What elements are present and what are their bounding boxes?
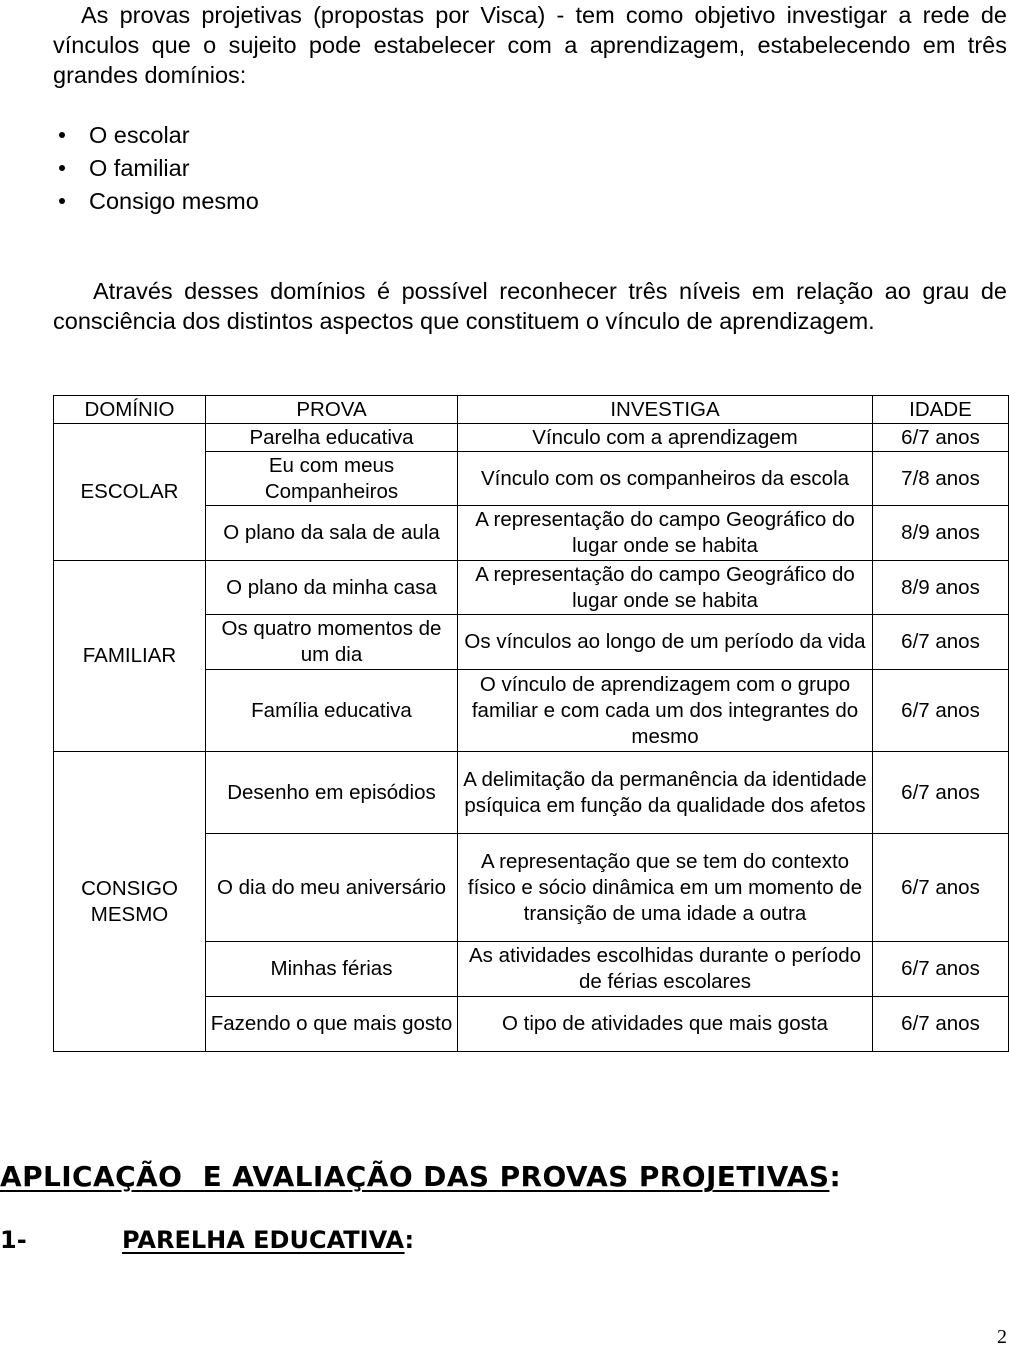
idade-cell: 8/9 anos bbox=[873, 561, 1009, 615]
investiga-cell: O vínculo de aprendizagem com o grupo familiar e com cada um dos integrantes do mesmo bbox=[458, 670, 873, 752]
investiga-cell: Vínculo com a aprendizagem bbox=[458, 424, 873, 452]
section-heading-text: APLICAÇÃO E AVALIAÇÃO DAS PROVAS PROJETIVAS bbox=[0, 1160, 830, 1193]
domain-cell-familiar: FAMILIAR bbox=[54, 561, 206, 752]
subsection-heading-text: PARELHA EDUCATIVA bbox=[122, 1226, 405, 1254]
section-heading-colon: : bbox=[829, 1160, 842, 1193]
idade-cell: 6/7 anos bbox=[873, 424, 1009, 452]
idade-cell: 6/7 anos bbox=[873, 942, 1009, 997]
header-investiga: INVESTIGA bbox=[458, 396, 873, 424]
header-domain: DOMÍNIO bbox=[54, 396, 206, 424]
page-number: 2 bbox=[997, 1326, 1007, 1348]
prova-cell: Os quatro momentos de um dia bbox=[206, 615, 458, 670]
subsection-heading-colon: : bbox=[404, 1226, 415, 1254]
idade-cell: 6/7 anos bbox=[873, 834, 1009, 942]
prova-cell: Minhas férias bbox=[206, 942, 458, 997]
table-row bbox=[54, 424, 1009, 452]
investiga-cell: O tipo de atividades que mais gosta bbox=[458, 997, 873, 1052]
idade-cell: 6/7 anos bbox=[873, 670, 1009, 752]
prova-cell: O plano da sala de aula bbox=[206, 506, 458, 561]
subsection-heading bbox=[0, 1226, 414, 1254]
prova-cell: Eu com meus Companheiros bbox=[206, 452, 458, 506]
investiga-cell: As atividades escolhidas durante o período de férias escolares bbox=[458, 942, 873, 997]
prova-cell: Família educativa bbox=[206, 670, 458, 752]
prova-cell: Desenho em episódios bbox=[206, 752, 458, 834]
intro-paragraph: As provas projetivas (propostas por Visca) - tem como objetivo investigar a rede de vínculos que o sujeito pode estabelecer com a aprendizagem, estabelecendo em três grandes domínios: bbox=[53, 2, 1007, 88]
idade-cell: 6/7 anos bbox=[873, 997, 1009, 1052]
header-idade: IDADE bbox=[873, 396, 1009, 424]
prova-cell: O plano da minha casa bbox=[206, 561, 458, 615]
table-header-row bbox=[54, 396, 1009, 424]
idade-cell: 6/7 anos bbox=[873, 752, 1009, 834]
investiga-cell: Vínculo com os companheiros da escola bbox=[458, 452, 873, 506]
idade-cell: 6/7 anos bbox=[873, 615, 1009, 670]
investiga-cell: A representação do campo Geográfico do lugar onde se habita bbox=[458, 506, 873, 561]
table-row bbox=[54, 561, 1009, 615]
list-item: Consigo mesmo bbox=[53, 185, 259, 218]
header-prova: PROVA bbox=[206, 396, 458, 424]
subsection-number: 1- bbox=[0, 1226, 27, 1254]
prova-cell: Fazendo o que mais gosto bbox=[206, 997, 458, 1052]
domains-list bbox=[53, 119, 259, 218]
domain-cell-consigo-mesmo: CONSIGO MESMO bbox=[54, 752, 206, 1052]
prova-cell: O dia do meu aniversário bbox=[206, 834, 458, 942]
prova-cell: Parelha educativa bbox=[206, 424, 458, 452]
levels-paragraph: Através desses domínios é possível reconhecer três níveis em relação ao grau de consciência dos distintos aspectos que constituem o vínculo de aprendizagem. bbox=[53, 278, 1007, 334]
idade-cell: 7/8 anos bbox=[873, 452, 1009, 506]
investiga-cell: A representação do campo Geográfico do lugar onde se habita bbox=[458, 561, 873, 615]
investiga-cell: A delimitação da permanência da identidade psíquica em função da qualidade dos afetos bbox=[458, 752, 873, 834]
table-row bbox=[54, 752, 1009, 834]
section-heading bbox=[0, 1160, 841, 1193]
domain-cell-escolar: ESCOLAR bbox=[54, 424, 206, 561]
investiga-cell: Os vínculos ao longo de um período da vida bbox=[458, 615, 873, 670]
idade-cell: 8/9 anos bbox=[873, 506, 1009, 561]
list-item: O familiar bbox=[53, 152, 259, 185]
investiga-cell: A representação que se tem do contexto físico e sócio dinâmica em um momento de transição de uma idade a outra bbox=[458, 834, 873, 942]
projective-tests-table bbox=[53, 395, 1009, 1052]
list-item: O escolar bbox=[53, 119, 259, 152]
